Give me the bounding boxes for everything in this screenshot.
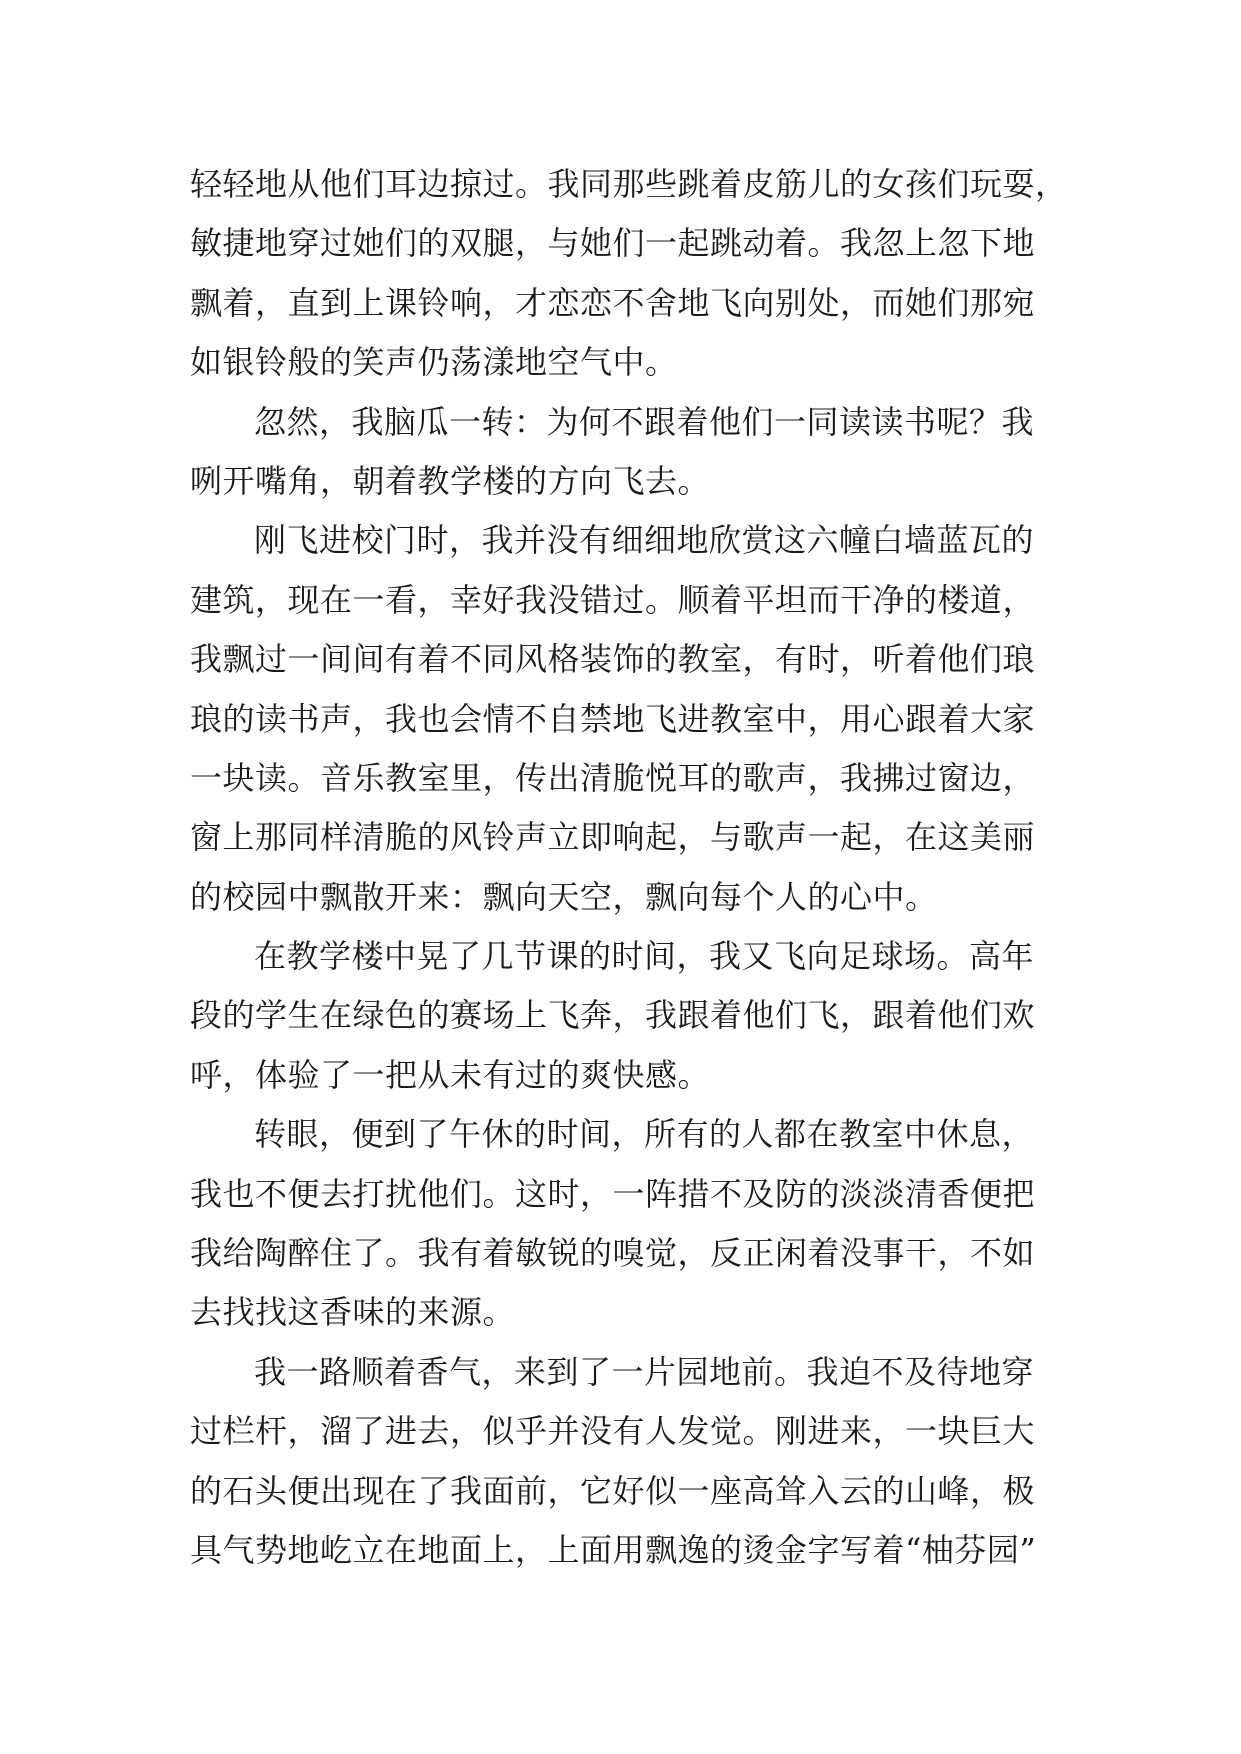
text-line: 转眼，便到了午休的时间，所有的人都在教室中休息， xyxy=(254,1115,1035,1154)
text-line: 段的学生在绿色的赛场上飞奔，我跟着他们飞，跟着他们欢 xyxy=(190,996,1036,1035)
text-line: 敏捷地穿过她们的双腿，与她们一起跳动着。我忽上忽下地 xyxy=(190,224,1036,263)
text-line: 忽然，我脑瓜一转：为何不跟着他们一同读读书呢？我 xyxy=(254,402,1035,441)
text-line: 轻轻地从他们耳边掠过。我同那些跳着皮筋儿的女孩们玩耍， xyxy=(190,165,1068,203)
text-line: 我飘过一间间有着不同风格装饰的教室，有时，听着他们琅 xyxy=(190,640,1036,679)
text-line: 具气势地屹立在地面上，上面用飘逸的烫金字写着“柚芬园” xyxy=(190,1530,1037,1569)
text-line: 我给陶醉住了。我有着敏锐的嗅觉，反正闲着没事干，不如 xyxy=(190,1234,1036,1273)
text-line: 我也不便去打扰他们。这时，一阵措不及防的淡淡清香便把 xyxy=(190,1174,1036,1213)
text-line: 过栏杆，溜了进去，似乎并没有人发觉。刚进来，一块巨大 xyxy=(190,1412,1036,1451)
text-line: 如银铃般的笑声仍荡漾地空气中。 xyxy=(190,343,678,382)
text-line: 飘着，直到上课铃响，才恋恋不舍地飞向别处，而她们那宛 xyxy=(190,283,1036,322)
text-line: 去找找这香味的来源。 xyxy=(190,1293,516,1332)
text-line: 在教学楼中晃了几节课的时间，我又飞向足球场。高年 xyxy=(254,937,1035,976)
text-line: 窗上那同样清脆的风铃声立即响起，与歌声一起，在这美丽 xyxy=(190,818,1036,857)
text-line: 咧开嘴角，朝着教学楼的方向飞去。 xyxy=(190,461,711,500)
text-line: 的校园中飘散开来：飘向天空，飘向每个人的心中。 xyxy=(190,877,938,916)
text-line: 一块读。音乐教室里，传出清脆悦耳的歌声，我拂过窗边， xyxy=(190,758,1036,797)
text-line: 刚飞进校门时，我并没有细细地欣赏这六幢白墙蓝瓦的 xyxy=(254,521,1035,560)
text-line: 我一路顺着香气，来到了一片园地前。我迫不及待地穿 xyxy=(254,1352,1035,1391)
text-line: 建筑，现在一看，幸好我没错过。顺着平坦而干净的楼道， xyxy=(190,580,1036,619)
text-line: 的石头便出现在了我面前，它好似一座高耸入云的山峰，极 xyxy=(190,1471,1036,1510)
text-line: 呼，体验了一把从未有过的爽快感。 xyxy=(190,1055,711,1094)
text-line: 琅的读书声，我也会情不自禁地飞进教室中，用心跟着大家 xyxy=(190,699,1036,738)
body-text xyxy=(190,155,1070,1580)
